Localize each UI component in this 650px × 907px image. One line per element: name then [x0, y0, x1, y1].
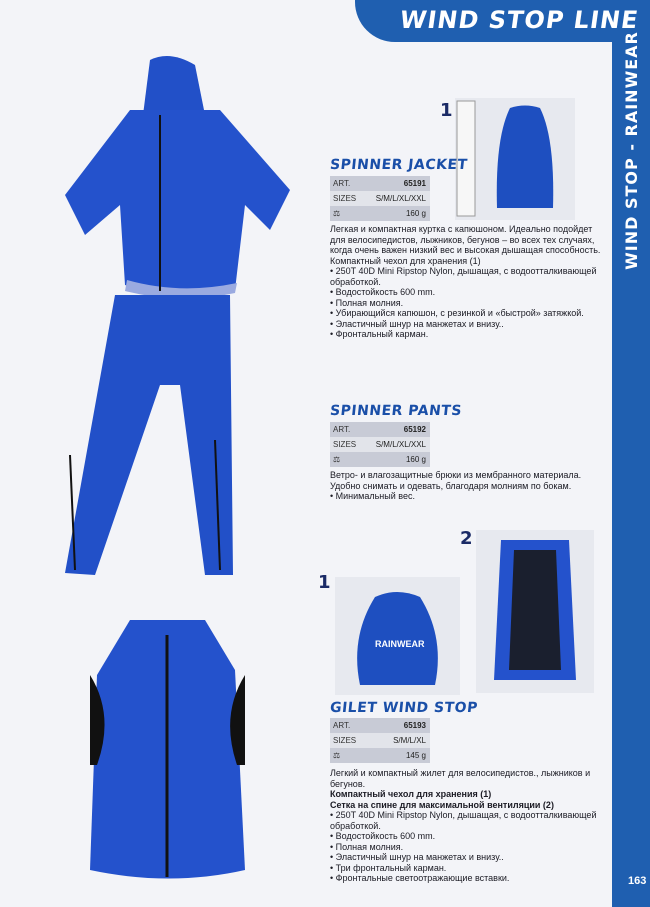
- bullet-item: • Полная молния.: [330, 842, 610, 853]
- spec-value: 160 g: [405, 455, 426, 464]
- jacket-pants-illustration: [55, 55, 315, 585]
- spec-value: 145 g: [405, 751, 426, 760]
- spec-value: 65193: [403, 721, 426, 730]
- spec-row: [330, 718, 430, 733]
- stuff-sack-icon: [455, 98, 575, 220]
- description-text: Легкая и компактная куртка с капюшоном. Идеально подойдет для велосипедистов, лыжников, бегунов – во всех тех случаях, когда очень важен низкий вес и высокая дышащая способность.: [330, 224, 601, 255]
- gilet-photo-number-2: 2: [460, 528, 473, 549]
- bag-label: RAINWEAR: [375, 639, 425, 649]
- bullet-item: • Убирающийся капюшон, с резинкой и «быстрой» затяжкой.: [330, 308, 610, 319]
- jacket-photo-number: 1: [440, 100, 453, 121]
- bullet-item: • Водостойкость 600 mm.: [330, 831, 610, 842]
- spec-value: 65191: [403, 179, 426, 188]
- spec-row: [330, 748, 430, 763]
- bullet-item: • 250T 40D Mini Ripstop Nylon, дышащая, с водоотталкивающей обработкой.: [330, 266, 610, 287]
- spec-row: [330, 452, 430, 467]
- side-title-text: WIND STOP - RAINWEAR: [621, 30, 641, 270]
- bullet-item: • Фронтальный карман.: [330, 329, 610, 340]
- pants-spec-table: [330, 422, 430, 467]
- spec-value: S/M/L/XL: [393, 736, 426, 745]
- spec-row: [330, 733, 430, 748]
- bullet-item: • Минимальный вес.: [330, 491, 610, 502]
- gilet-photo-number-1: 1: [318, 572, 331, 593]
- bullet-item: • Водостойкость 600 mm.: [330, 287, 610, 298]
- spec-row: [330, 176, 430, 191]
- spec-label: SIZES: [333, 440, 357, 449]
- description-text: Легкий и компактный жилет для велосипедистов., лыжников и бегунов.: [330, 768, 591, 789]
- stuff-sack-icon: [335, 577, 460, 695]
- spec-row: [330, 206, 430, 221]
- mesh-line: Сетка на спине для максимальной вентиляции (2): [330, 799, 554, 810]
- spec-value: S/M/L/XL/XXL: [375, 440, 426, 449]
- spec-row: [330, 191, 430, 206]
- page-title: WIND STOP LINE: [397, 6, 640, 34]
- mesh-back-icon: [476, 530, 594, 693]
- page-number: 163: [628, 875, 647, 887]
- pants-description: [330, 470, 610, 502]
- jacket-pack-photo: [455, 98, 575, 220]
- bullet-item: • Три фронтальный карман.: [330, 863, 610, 874]
- bullet-item: • Фронтальные светоотражающие вставки.: [330, 873, 610, 884]
- side-title: [612, 30, 650, 270]
- gilet-illustration: [85, 615, 250, 890]
- gilet-description: [330, 768, 610, 884]
- bullet-item: • 250T 40D Mini Ripstop Nylon, дышащая, с водоотталкивающей обработкой.: [330, 810, 610, 831]
- jacket-spec-table: [330, 176, 430, 221]
- spec-label: SIZES: [333, 194, 357, 203]
- weight-icon: ⚖: [333, 209, 341, 218]
- spec-label: SIZES: [333, 736, 357, 745]
- description-text: Ветро- и влагозащитные брюки из мембранного материала. Удобно снимать и одевать, благодаря молниям по бокам.: [330, 470, 582, 491]
- pack-line: Компактный чехол для хранения (1): [330, 255, 481, 266]
- bullet-item: • Эластичный шнур на манжетах и внизу..: [330, 319, 610, 330]
- pack-line: Компактный чехол для хранения (1): [330, 789, 492, 799]
- spec-value: S/M/L/XL/XXL: [375, 194, 426, 203]
- bullet-item: • Полная молния.: [330, 298, 610, 309]
- spec-value: 65192: [403, 425, 426, 434]
- gilet-pack-photo: [335, 577, 460, 695]
- gilet-title: GILET WIND STOP: [329, 700, 479, 716]
- spec-label: ART.: [333, 425, 351, 434]
- jacket-description: [330, 224, 610, 340]
- weight-icon: ⚖: [333, 751, 341, 760]
- bullet-item: • Эластичный шнур на манжетах и внизу..: [330, 852, 610, 863]
- pants-title: SPINNER PANTS: [329, 403, 463, 419]
- weight-icon: ⚖: [333, 455, 341, 464]
- gilet-spec-table: [330, 718, 430, 763]
- spec-label: ART.: [333, 721, 351, 730]
- gilet-back-photo: [476, 530, 594, 693]
- jacket-title: SPINNER JACKET: [329, 157, 469, 173]
- spec-row: [330, 437, 430, 452]
- spec-value: 160 g: [405, 209, 426, 218]
- spec-row: [330, 422, 430, 437]
- spec-label: ART.: [333, 179, 351, 188]
